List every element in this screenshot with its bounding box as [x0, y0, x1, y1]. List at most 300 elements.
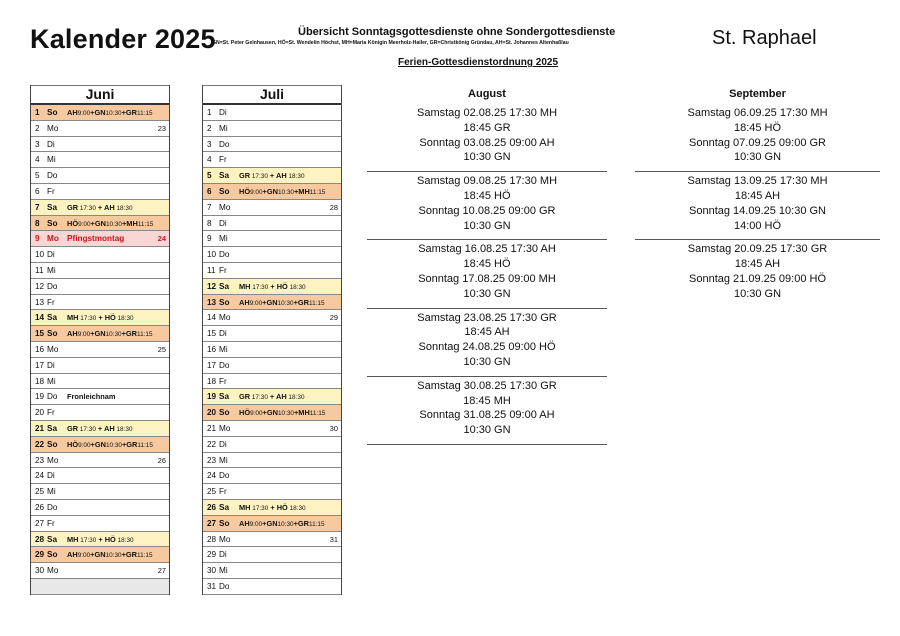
weekday: So	[219, 518, 230, 528]
church-code: AH	[104, 202, 115, 212]
service-line: Samstag 09.08.25 17:30 MH	[416, 175, 558, 188]
day-number: 1	[207, 108, 212, 117]
day-row	[203, 547, 341, 563]
day-row	[203, 437, 341, 453]
church-code: GR	[125, 550, 137, 560]
church-code: GN	[266, 518, 278, 528]
weekday: Mi	[219, 123, 228, 133]
service-line: Samstag 20.09.25 17:30 GR	[687, 243, 828, 256]
week-number: 28	[329, 202, 338, 212]
church-code: GN	[266, 408, 278, 418]
service-line: Sonntag 31.08.25 09:00 AH	[419, 409, 555, 422]
weekday: Mo	[219, 534, 231, 544]
day-number: 29	[35, 550, 45, 560]
weekday: Di	[219, 439, 227, 449]
day-number: 31	[207, 581, 217, 591]
day-number: 24	[207, 471, 217, 481]
day-number: 16	[207, 344, 217, 354]
church-code: AH	[239, 518, 250, 528]
month-table-juli	[202, 85, 342, 595]
day-number: 17	[35, 360, 45, 370]
day-number: 19	[207, 392, 217, 402]
day-number: 8	[35, 218, 40, 228]
day-row	[203, 137, 341, 153]
day-row	[31, 437, 169, 453]
service-line: 18:45 AH	[464, 326, 510, 339]
service-line: 18:45 AH	[734, 189, 781, 202]
church-code: HÖ	[104, 534, 116, 544]
church-code: AH	[239, 297, 250, 307]
day-row	[31, 484, 169, 500]
weekday: Mi	[47, 376, 56, 386]
church-code: AH	[276, 171, 287, 181]
day-number: 11	[207, 265, 216, 275]
service-time: 17:30	[252, 283, 269, 291]
day-row	[203, 216, 341, 232]
service-time: 11:15	[308, 299, 325, 307]
service-block	[367, 377, 607, 445]
day-number: 26	[207, 502, 217, 512]
service-line: Samstag 02.08.25 17:30 MH	[416, 107, 558, 119]
weekday: Mo	[219, 202, 231, 212]
church-code: GR	[67, 423, 79, 433]
weekday: Mo	[219, 423, 231, 433]
day-row	[203, 563, 341, 579]
church-code: MH	[239, 502, 251, 512]
day-row	[31, 152, 169, 168]
church-code: MH	[67, 313, 79, 323]
weekday: So	[47, 439, 58, 449]
august-column	[367, 86, 607, 445]
day-row	[31, 247, 169, 263]
weekday: Di	[47, 250, 55, 260]
service-line: Sonntag 17.08.25 09:00 MH	[418, 272, 556, 285]
weekday: Sa	[219, 392, 230, 402]
service-time: 11:15	[309, 188, 326, 196]
church-code: GN	[94, 550, 106, 560]
church-code: GR	[67, 202, 79, 212]
day-row	[203, 247, 341, 263]
weekday: Do	[219, 139, 230, 149]
service-line: 18:45 GR	[463, 121, 511, 134]
day-row	[31, 421, 169, 437]
plus-sign: +	[268, 281, 277, 291]
service-line: Sonntag 03.08.25 09:00 AH	[419, 136, 555, 149]
service-schedule	[239, 516, 325, 532]
weekday: Mi	[47, 155, 56, 165]
service-schedule	[239, 168, 305, 184]
weekday: Di	[219, 218, 227, 228]
weekday: Mi	[219, 566, 228, 576]
service-line: 10:30 GN	[463, 219, 511, 232]
weekday: Mi	[47, 487, 56, 497]
page-title: Kalender 2025	[30, 24, 216, 54]
service-line: 18:45 HÖ	[463, 258, 511, 271]
september-column	[635, 86, 880, 308]
day-row	[31, 453, 169, 469]
day-number: 20	[35, 408, 45, 418]
day-number: 3	[207, 139, 212, 149]
church-code: AH	[67, 108, 78, 117]
church-code: HÖ	[239, 408, 251, 418]
service-time: 9:00	[250, 188, 263, 196]
service-time: 10:30	[105, 110, 122, 117]
service-line: Sonntag 10.08.25 09:00 GR	[418, 204, 556, 217]
service-schedule	[239, 279, 306, 295]
day-number: 3	[35, 139, 40, 149]
weekday: Mo	[47, 344, 59, 354]
church-code: AH	[276, 392, 287, 402]
day-row	[203, 168, 341, 184]
day-number: 28	[35, 534, 45, 544]
church-legend: GN=St. Peter Gelnhausen, HÖ=St. Wendelin Höchst, MH=Maria Königin Meerholz-Hailer, GR=Christkönig Gründau, AH=St. Johannes Altenhaßlau	[212, 40, 569, 46]
day-number: 6	[35, 186, 40, 196]
weekday: Sa	[47, 202, 58, 212]
service-line: 10:30 GN	[463, 424, 511, 437]
weekday: Fr	[219, 155, 227, 165]
service-time: 10:30	[277, 188, 294, 196]
day-row	[31, 137, 169, 153]
day-number: 23	[207, 455, 217, 465]
weekday: Mo	[219, 313, 231, 323]
day-row	[203, 231, 341, 247]
weekday: Di	[219, 108, 227, 117]
service-time: 9:00	[77, 552, 91, 560]
plus-sign: +	[293, 518, 298, 528]
day-row	[203, 532, 341, 548]
plus-sign: +	[90, 550, 95, 560]
day-number: 28	[207, 534, 217, 544]
service-line: 10:30 GN	[733, 151, 782, 164]
day-row	[203, 421, 341, 437]
weekday: Do	[219, 360, 230, 370]
service-line: 10:30 GN	[463, 151, 511, 164]
day-row	[203, 310, 341, 326]
day-row	[31, 279, 169, 295]
weekday: Do	[47, 392, 58, 402]
service-time: 9:00	[78, 441, 91, 449]
service-time: 17:30	[252, 504, 269, 512]
day-number: 18	[207, 376, 217, 386]
day-row	[31, 326, 169, 342]
church-code: GN	[94, 108, 106, 117]
day-note: Pfingstmontag	[67, 234, 125, 244]
day-number: 16	[35, 344, 45, 354]
day-row	[31, 358, 169, 374]
church-code: MH	[126, 218, 138, 228]
day-row	[31, 168, 169, 184]
day-number: 12	[35, 281, 45, 291]
day-row	[203, 405, 341, 421]
day-number: 30	[207, 566, 217, 576]
service-line: Samstag 13.09.25 17:30 MH	[687, 175, 828, 188]
service-time: 10:30	[105, 441, 122, 449]
service-time: 11:15	[309, 410, 326, 418]
plus-sign: +	[95, 423, 105, 433]
weekday: Fr	[47, 518, 55, 528]
church-code: GN	[94, 329, 106, 339]
plus-sign: +	[267, 392, 277, 402]
weekday: Sa	[219, 502, 230, 512]
day-row	[31, 563, 169, 579]
day-row	[31, 516, 169, 532]
ferien-heading: Ferien-Gottesdienstordnung 2025	[398, 57, 559, 68]
column-heading: September	[729, 88, 786, 100]
day-number: 1	[35, 108, 40, 117]
week-number: 26	[157, 455, 166, 465]
service-time: 9:00	[249, 520, 263, 528]
service-schedule	[67, 437, 153, 453]
day-number: 14	[35, 313, 45, 323]
weekday: Sa	[47, 313, 58, 323]
service-time: 9:00	[249, 299, 263, 307]
month-header: Juni	[31, 85, 169, 105]
weekday: Mo	[47, 566, 59, 576]
plus-sign: +	[121, 439, 127, 449]
church-code: MH	[298, 408, 310, 418]
service-schedule	[67, 105, 153, 121]
plus-sign: +	[262, 408, 267, 418]
service-line: 18:45 HÖ	[463, 189, 511, 202]
day-row	[203, 468, 341, 484]
weekday: Do	[47, 171, 58, 181]
day-row	[203, 184, 341, 200]
month-header: Juli	[203, 85, 341, 105]
day-row	[31, 200, 169, 216]
church-code: GR	[297, 518, 309, 528]
day-number: 12	[207, 281, 217, 291]
day-row	[203, 279, 341, 295]
service-schedule	[239, 405, 325, 421]
weekday: Mi	[219, 455, 228, 465]
service-time: 11:15	[137, 220, 154, 228]
service-time: 18:30	[116, 425, 133, 433]
day-row	[31, 184, 169, 200]
weekday: So	[219, 297, 230, 307]
month-table-juni	[30, 85, 170, 595]
weekday: So	[47, 550, 58, 560]
plus-sign: +	[267, 171, 277, 181]
day-row	[203, 389, 341, 405]
service-time: 10:30	[105, 220, 122, 228]
day-row	[31, 468, 169, 484]
plus-sign: +	[121, 550, 126, 560]
day-number: 18	[35, 376, 45, 386]
service-schedule	[239, 500, 306, 516]
day-number: 23	[35, 455, 45, 465]
weekday: Fr	[219, 265, 227, 275]
church-code: GR	[125, 329, 137, 339]
service-line: 10:30 GN	[463, 287, 511, 300]
day-note: Fronleichnam	[67, 392, 116, 402]
plus-sign: +	[293, 297, 298, 307]
day-number: 22	[207, 439, 217, 449]
service-block	[367, 172, 607, 240]
service-schedule	[67, 326, 153, 342]
day-row	[203, 295, 341, 311]
day-row	[203, 342, 341, 358]
service-time: 17:30	[79, 425, 96, 433]
service-schedule	[239, 184, 325, 200]
church-code: HÖ	[67, 218, 79, 228]
church-code: GN	[266, 297, 278, 307]
weekday: Do	[219, 581, 230, 591]
day-number: 25	[207, 487, 217, 497]
weekday: Sa	[47, 534, 58, 544]
weekday: Di	[219, 329, 227, 339]
service-time: 11:15	[136, 331, 153, 339]
day-number: 17	[207, 360, 217, 370]
day-row	[31, 295, 169, 311]
weekday: Mo	[47, 123, 59, 133]
service-line: Samstag 23.08.25 17:30 GR	[417, 311, 557, 324]
service-schedule	[239, 295, 325, 311]
day-row	[31, 105, 169, 121]
plus-sign: +	[262, 518, 267, 528]
service-line: 14:00 HÖ	[733, 219, 782, 232]
day-row	[31, 263, 169, 279]
church-code: HÖ	[276, 281, 288, 291]
day-row	[31, 579, 169, 595]
service-block	[635, 240, 880, 307]
weekday: So	[47, 329, 58, 339]
service-time: 10:30	[277, 520, 294, 528]
service-time: 9:00	[250, 410, 263, 418]
day-number: 15	[207, 329, 217, 339]
service-time: 11:15	[308, 520, 325, 528]
weekday: So	[47, 108, 58, 117]
weekday: Mi	[219, 234, 228, 244]
church-code: AH	[104, 423, 115, 433]
service-line: Samstag 16.08.25 17:30 AH	[418, 243, 556, 256]
weekday: Do	[219, 250, 230, 260]
service-time: 10:30	[277, 299, 294, 307]
church-code: GR	[297, 297, 309, 307]
day-row	[31, 342, 169, 358]
day-row	[31, 216, 169, 232]
service-schedule	[67, 547, 153, 563]
service-time: 11:15	[137, 441, 153, 449]
plus-sign: +	[90, 108, 95, 117]
church-code: GR	[239, 392, 251, 402]
day-number: 24	[35, 471, 45, 481]
service-time: 9:00	[77, 331, 91, 339]
weekday: Do	[47, 502, 58, 512]
page-subtitle: Übersicht Sonntagsgottesdienste ohne Sondergottesdienste	[298, 26, 616, 38]
week-number: 24	[157, 234, 166, 244]
weekday: Do	[219, 471, 230, 481]
service-schedule	[239, 389, 305, 405]
day-number: 29	[207, 550, 217, 560]
day-number: 4	[207, 155, 212, 165]
day-row	[203, 121, 341, 137]
plus-sign: +	[96, 534, 105, 544]
church-code: GN	[94, 439, 106, 449]
plus-sign: +	[90, 218, 95, 228]
plus-sign: +	[90, 439, 95, 449]
day-number: 5	[207, 171, 212, 181]
service-time: 10:30	[105, 552, 122, 560]
service-line: Sonntag 14.09.25 10:30 GN	[689, 204, 826, 217]
church-code: HÖ	[239, 186, 251, 196]
day-number: 21	[207, 423, 217, 433]
service-time: 11:15	[136, 552, 153, 560]
service-time: 17:30	[80, 536, 97, 544]
day-row	[31, 500, 169, 516]
service-time: 9:00	[78, 220, 91, 228]
day-number: 10	[207, 250, 217, 260]
day-row	[31, 374, 169, 390]
weekday: Di	[219, 550, 227, 560]
week-number: 25	[157, 344, 166, 354]
day-number: 30	[35, 566, 45, 576]
plus-sign: +	[262, 297, 267, 307]
day-row	[203, 374, 341, 390]
church-code: GR	[126, 439, 138, 449]
day-number: 9	[35, 234, 40, 244]
service-block	[367, 309, 607, 377]
service-time: 10:30	[105, 331, 122, 339]
day-row	[31, 231, 169, 247]
day-number: 25	[35, 487, 45, 497]
weekday: Fr	[47, 408, 55, 418]
day-number: 11	[35, 265, 44, 275]
day-number: 15	[35, 329, 45, 339]
church-code: GR	[125, 108, 137, 117]
weekday: Sa	[219, 281, 230, 291]
plus-sign: +	[96, 313, 105, 323]
service-line: 10:30 GN	[463, 355, 511, 368]
day-row	[203, 152, 341, 168]
day-number: 13	[35, 297, 45, 307]
day-number: 19	[35, 392, 45, 402]
day-row	[31, 547, 169, 563]
parish-name: St. Raphael	[712, 27, 817, 49]
church-code: MH	[239, 281, 251, 291]
weekday: Mi	[219, 344, 228, 354]
weekday: Fr	[219, 376, 227, 386]
church-code: MH	[298, 186, 310, 196]
day-number: 8	[207, 218, 212, 228]
service-time: 9:00	[77, 110, 91, 117]
day-row	[203, 500, 341, 516]
day-number: 26	[35, 502, 45, 512]
service-line: Samstag 30.08.25 17:30 GR	[417, 379, 557, 392]
day-row	[203, 358, 341, 374]
service-line: Sonntag 21.09.25 09:00 HÖ	[689, 272, 826, 285]
service-line: Sonntag 24.08.25 09:00 HÖ	[418, 341, 556, 354]
weekday: Di	[47, 139, 55, 149]
day-number: 10	[35, 250, 45, 260]
weekday: Mo	[47, 234, 59, 244]
day-number: 13	[207, 297, 217, 307]
day-number: 2	[207, 123, 212, 133]
day-row	[203, 453, 341, 469]
service-time: 11:15	[136, 110, 153, 117]
weekday: Fr	[47, 186, 55, 196]
service-time: 18:30	[116, 204, 133, 212]
day-number: 6	[207, 186, 212, 196]
service-time: 17:30	[251, 394, 268, 402]
weekday: Sa	[219, 171, 230, 181]
week-number: 30	[329, 423, 338, 433]
day-number: 9	[207, 234, 212, 244]
church-code: GN	[266, 186, 278, 196]
column-heading: August	[468, 88, 506, 100]
day-number: 21	[35, 423, 45, 433]
week-number: 31	[329, 534, 338, 544]
day-number: 7	[207, 202, 212, 212]
